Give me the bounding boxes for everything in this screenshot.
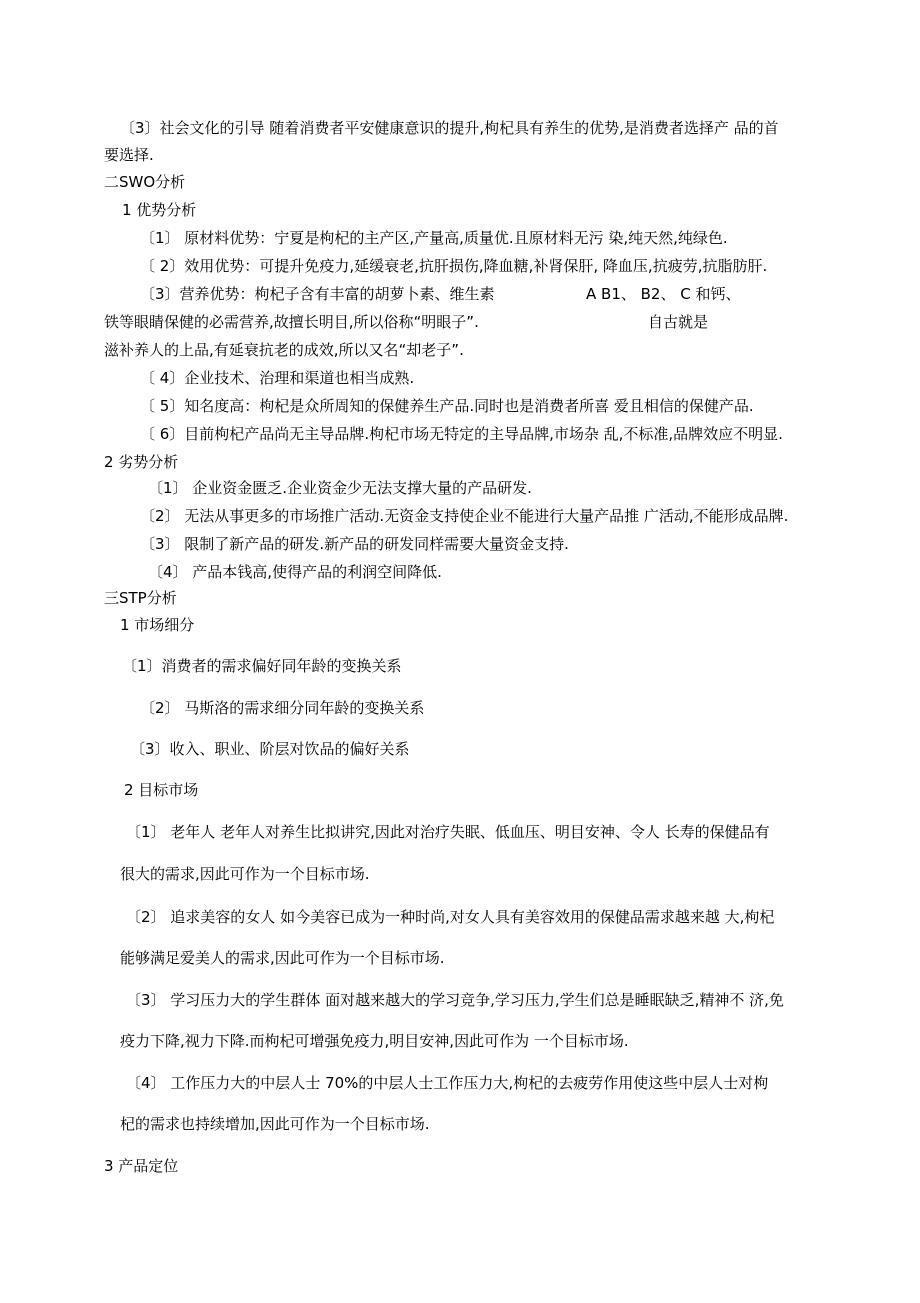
segmentation-item-3: 〔3〕收入、职业、阶层对饮品的偏好关系	[130, 740, 410, 758]
heading-stp: 三STP分析	[104, 589, 177, 607]
target-item-2-cont: 能够满足爱美人的需求,因此可作为一个目标市场.	[120, 949, 445, 967]
strength-item-6: 〔 6〕目前枸杞产品尚无主导品牌.枸杞市场无特定的主导品牌,市场杂 乱,不标准,品牌效应不明显.	[140, 425, 783, 443]
subheading-weaknesses: 2 劣势分析	[104, 453, 179, 471]
strength-item-3: 〔3〕营养优势：枸杞子含有丰富的胡萝卜素、维生素	[140, 285, 495, 303]
subheading-positioning: 3 产品定位	[104, 1157, 179, 1175]
target-item-2: 〔2〕 追求美容的女人 如今美容已成为一种时尚,对女人具有美容效用的保健品需求越来越 大,枸杞	[126, 908, 775, 926]
subheading-strengths: 1 优势分析	[122, 201, 197, 219]
weakness-item-3: 〔3〕 限制了新产品的研发.新产品的研发同样需要大量资金支持.	[140, 535, 569, 553]
strength-item-3-vitamins: A B1、 B2、 C 和钙、	[586, 285, 741, 303]
strength-item-5: 〔 5〕知名度高：枸杞是众所周知的保健养生产品.同时也是消费者所喜 爱且相信的保健产品.	[140, 397, 754, 415]
weakness-item-4: 〔4〕 产品本钱高,使得产品的利润空间降低.	[148, 563, 442, 581]
segmentation-item-2: 〔2〕 马斯洛的需求细分同年龄的变换关系	[140, 699, 425, 717]
strength-item-1: 〔1〕 原材料优势：宁夏是枸杞的主产区,产量高,质量优.且原材料无污 染,纯天然,纯绿色.	[140, 229, 728, 247]
strength-item-3-cont: 铁等眼睛保健的必需营养,故擅长明目,所以俗称“明眼子”.	[104, 313, 479, 331]
heading-swot: 二SWO分析	[104, 173, 186, 191]
strength-item-3-cont-right: 自古就是	[648, 313, 709, 331]
weakness-item-2: 〔2〕 无法从事更多的市场推广活动.无资金支持使企业不能进行大量产品推 广活动,不能形成品牌.	[140, 507, 789, 525]
paragraph-social-culture-cont: 要选择.	[104, 146, 154, 164]
target-item-3: 〔3〕 学习压力大的学生群体 面对越来越大的学习竞争,学习压力,学生们总是睡眠缺乏,精神不 济,免	[126, 991, 784, 1009]
target-item-4-cont: 杞的需求也持续增加,因此可作为一个目标市场.	[120, 1115, 430, 1133]
strength-item-3-cont2: 滋补养人的上品,有延衰抗老的成效,所以又名“却老子”.	[104, 341, 464, 359]
subheading-target-market: 2 目标市场	[124, 781, 199, 799]
target-item-4: 〔4〕 工作压力大的中层人士 70%的中层人士工作压力大,枸杞的去疲劳作用使这些中层人士对枸	[126, 1074, 769, 1092]
target-item-3-cont: 疫力下降,视力下降.而枸杞可增强免疫力,明目安神,因此可作为 一个目标市场.	[120, 1032, 629, 1050]
subheading-segmentation: 1 市场细分	[120, 616, 195, 634]
segmentation-item-1: 〔1〕消费者的需求偏好同年龄的变换关系	[122, 657, 402, 675]
paragraph-social-culture: 〔3〕社会文化的引导 随着消费者平安健康意识的提升,枸杞具有养生的优势,是消费者选择产 品的首	[120, 119, 779, 137]
target-item-1-cont: 很大的需求,因此可作为一个目标市场.	[120, 865, 370, 883]
weakness-item-1: 〔1〕 企业资金匮乏.企业资金少无法支撑大量的产品研发.	[148, 479, 532, 497]
strength-item-2: 〔 2〕效用优势：可提升免疫力,延缓衰老,抗肝损伤,降血糖,补肾保肝, 降血压,抗疲劳,抗脂肪肝.	[140, 257, 768, 275]
strength-item-4: 〔 4〕企业技术、治理和渠道也相当成熟.	[140, 369, 415, 387]
target-item-1: 〔1〕 老年人 老年人对养生比拟讲究,因此对治疗失眠、低血压、明目安神、令人 长寿的保健品有	[126, 823, 770, 841]
